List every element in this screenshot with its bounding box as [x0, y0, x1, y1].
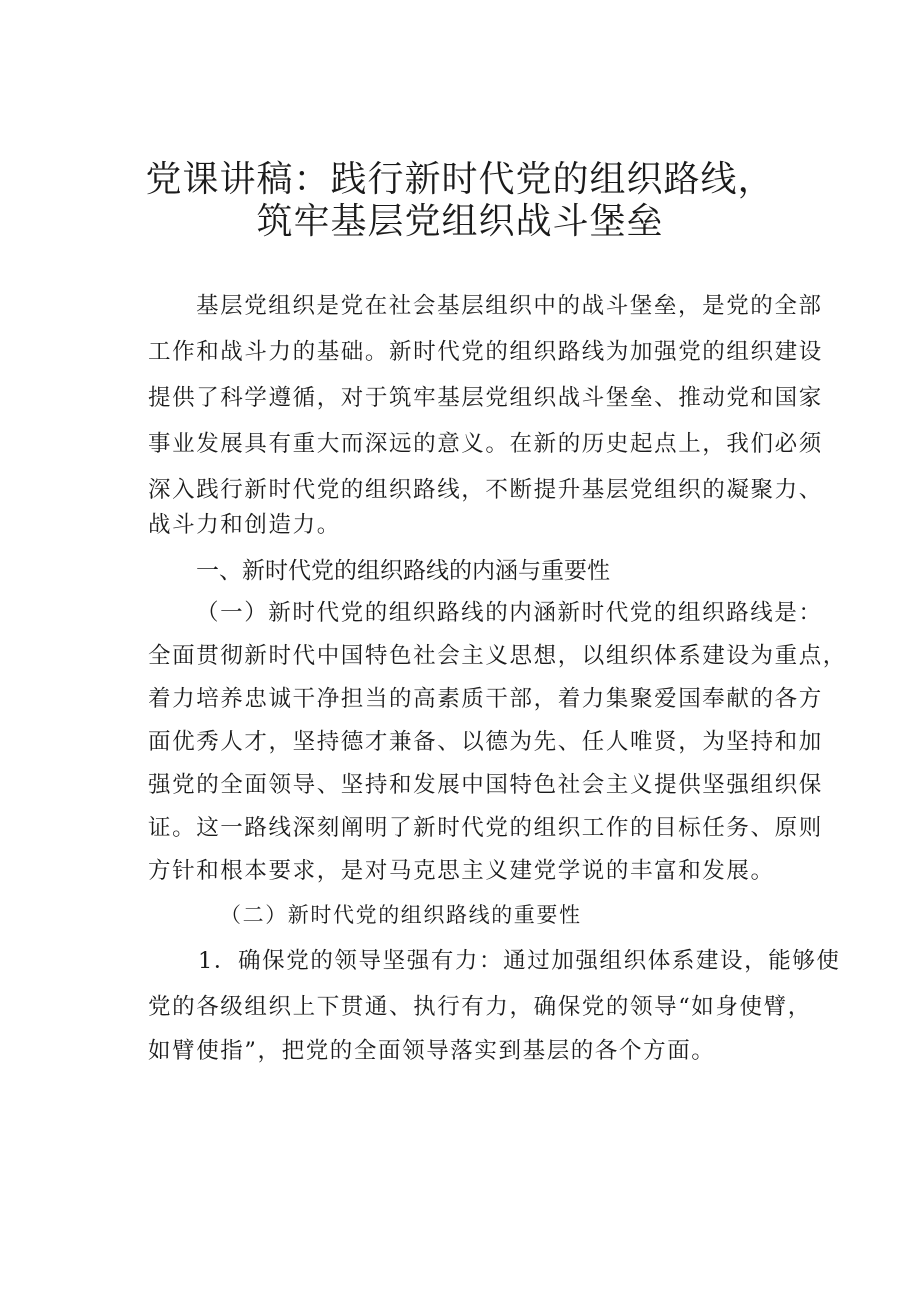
- sub1-line: 方针和根本要求，是对马克思主义建党学说的丰富和发展。: [148, 858, 775, 884]
- section-heading: 一、新时代党的组织路线的内涵与重要性: [196, 558, 610, 584]
- sub1-line: 着力培养忠诚干净担当的高素质干部，着力集聚爱国奉献的各方: [148, 686, 823, 712]
- sub1-line: 全面贯彻新时代中国特色社会主义思想，以组织体系建设为重点，: [148, 643, 847, 669]
- sub1-line: 证。这一路线深刻阐明了新时代党的组织工作的目标任务、原则: [148, 815, 823, 841]
- intro-line: 提供了科学遵循，对于筑牢基层党组织战斗堡垒、推动党和国家: [148, 385, 823, 411]
- point1-line: 如臂使指”，把党的全面领导落实到基层的各个方面。: [148, 1038, 716, 1064]
- sub1-line: 强党的全面领导、坚持和发展中国特色社会主义提供坚强组织保: [148, 772, 823, 798]
- intro-line: 战斗力和创造力。: [148, 512, 341, 538]
- sub2-heading: （二）新时代党的组织路线的重要性: [220, 903, 582, 927]
- intro-line: 事业发展具有重大而深远的意义。在新的历史起点上，我们必须: [148, 431, 823, 457]
- intro-line: 工作和战斗力的基础。新时代党的组织路线为加强党的组织建设: [148, 339, 823, 365]
- title-line-1: 党课讲稿：践行新时代党的组织路线，: [145, 159, 775, 200]
- intro-line: 基层党组织是党在社会基层组织中的战斗堡垒，是党的全部: [196, 293, 823, 319]
- intro-line: 深入践行新时代党的组织路线，不断提升基层党组织的凝聚力、: [148, 477, 823, 503]
- sub1-line: 面优秀人才，坚持德才兼备、以德为先、任人唯贤，为坚持和加: [148, 729, 823, 755]
- point1-line: 党的各级组织上下贯通、执行有力，确保党的领导“如身使臂，: [148, 994, 812, 1020]
- point1-line: 1．确保党的领导坚强有力：通过加强组织体系建设，能够使: [198, 948, 841, 974]
- sub1-line: （一）新时代党的组织路线的内涵新时代党的组织路线是：: [196, 600, 823, 626]
- title-line-2: 筑牢基层党组织战斗堡垒: [256, 201, 664, 242]
